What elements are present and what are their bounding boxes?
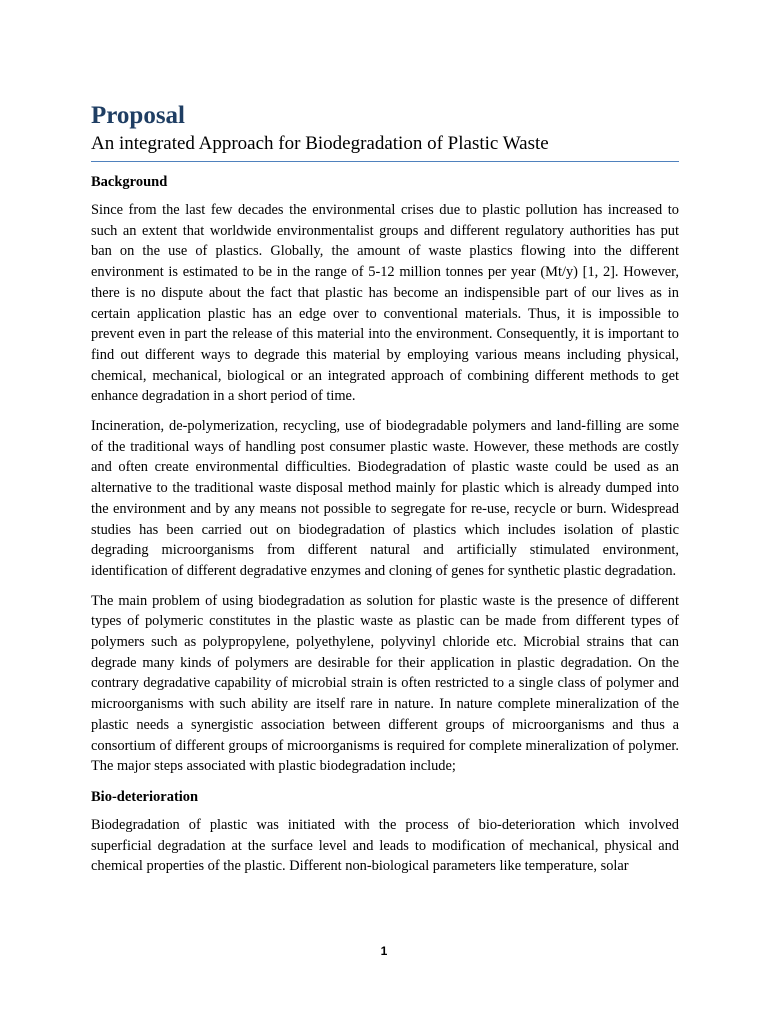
paragraph: Biodegradation of plastic was initiated with the process of bio-deterioration which involved superficial degradation at the surface level and leads to modification of mechanical, physical and chemical properties of the plastic. Different non-biological parameters like temperature, solar (91, 816, 679, 875)
document-subtitle: An integrated Approach for Biodegradation of Plastic Waste (91, 132, 679, 162)
section-heading-background: Background (91, 174, 168, 190)
paragraph: Since from the last few decades the environmental crises due to plastic pollution has increased to such an extent that worldwide environmentalist groups and different regulatory authorities has put ban on the use of plastics. Globally, the amount of waste plastics flowing into the different environment is estimated to be in the range of 5-12 million tonnes per year (Mt/y) [1, 2]. However, there is no dispute about the fact that plastic has become an indispensible part of our lives as in certain application plastic has an edge over to conventional materials. Thus, it is impossible to prevent even in part the release of this material into the environment. Consequently, it is important to find out different ways to degrade this material by employing various means including physical, chemical, mechanical, biological or an integrated approach of combining different methods to get enhance degradation in a short period of time. (91, 202, 679, 405)
section-heading-bio-deterioration: Bio-deterioration (91, 788, 199, 805)
page-number: 1 (380, 944, 388, 958)
document-title: Proposal (91, 102, 185, 129)
paragraph: The main problem of using biodegradation as solution for plastic waste is the presence of different types of polymeric constitutes in the plastic waste as plastic can be made from different types of polymers such as polypropylene, polyethylene, polyvinyl chloride etc. Microbial strains that can degrade many kinds of polymers are desirable for their application in plastic degradation. On the contrary degradative capability of microbial strain is often restricted to a single class of polymer and microorganisms with such ability are itself rare in nature. In nature complete mineralization of the plastic needs a synergistic association between different groups of microorganisms and thus a consortium of different groups of microorganisms is required for complete mineralization of polymer. The major steps associated with plastic biodegradation include; (91, 592, 679, 775)
paragraph: Incineration, de-polymerization, recycling, use of biodegradable polymers and land-filling are some of the traditional ways of handling post consumer plastic waste. However, these methods are costly and often create environmental difficulties. Biodegradation of plastic waste could be used as an alternative to the traditional waste disposal method mainly for plastic which is already dumped into the environment and by any means not possible to segregate for re-use, recycle or burn. Widespread studies has been carried out on biodegradation of plastics which includes isolation of plastic degrading microorganisms from different natural and artificially stimulated environment, identification of different degradative enzymes and cloning of genes for synthetic plastic degradation. (91, 418, 679, 579)
page-content (91, 100, 679, 886)
